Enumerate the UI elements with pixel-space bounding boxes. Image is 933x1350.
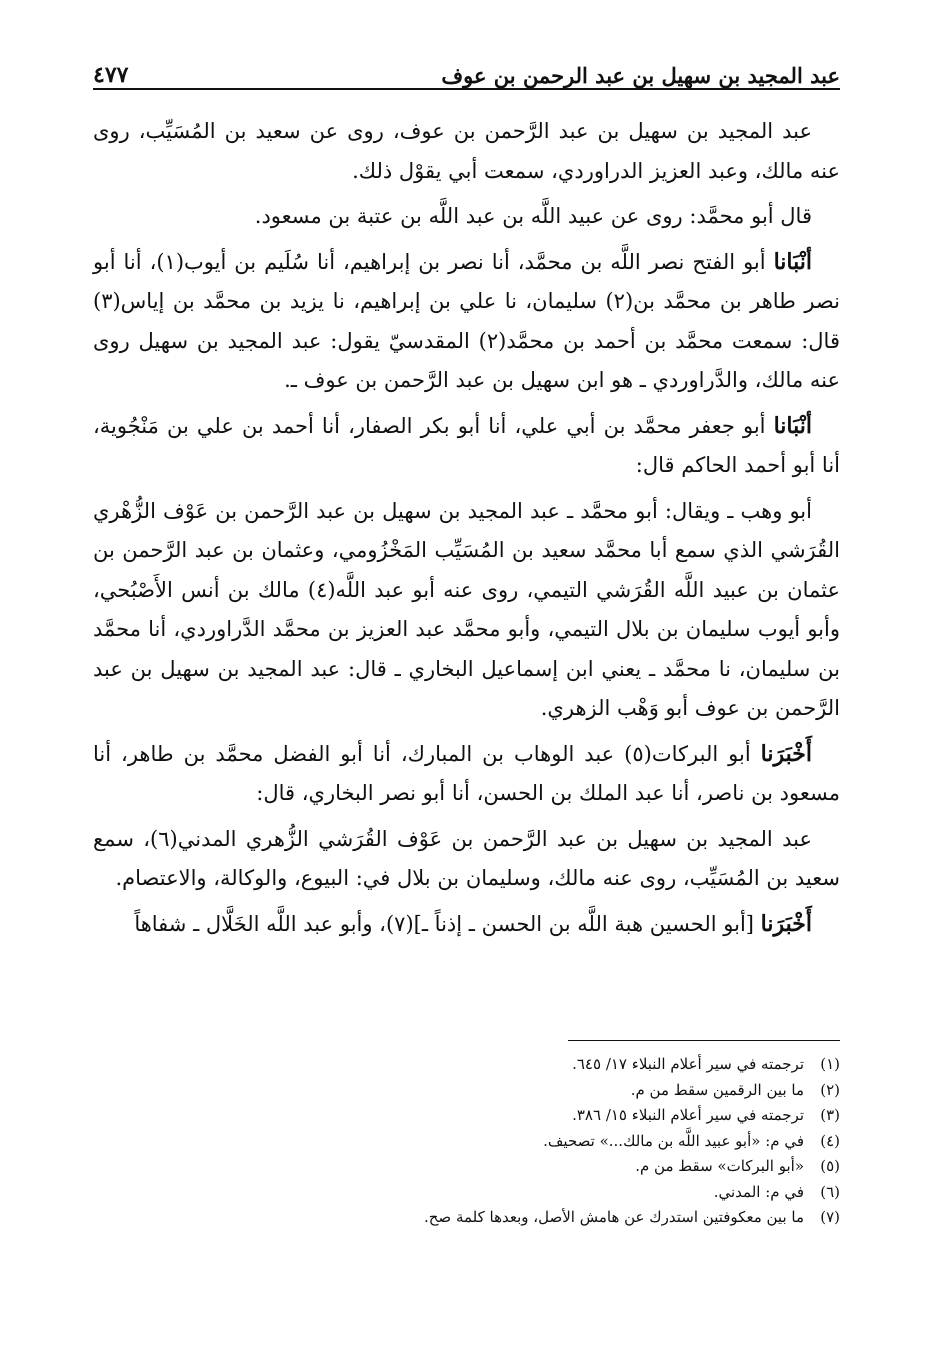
footnote-text: ترجمته في سير أعلام النبلاء ١٥/ ٣٨٦. [572, 1106, 804, 1124]
footnote-number: (٥) [820, 1157, 840, 1175]
paragraph [93, 407, 840, 486]
footnote-number: (٢) [820, 1080, 840, 1099]
isnad-keyword: أنْبَانا [773, 412, 812, 439]
footnote [93, 1129, 840, 1155]
paragraph-text: قال أبو محمَّد: روى عن عبيد اللَّه بن عبد اللَّه بن عتبة بن مسعود. [254, 204, 812, 228]
footnote-number: (١) [820, 1055, 840, 1073]
page-number: ٤٧٧ [93, 62, 129, 88]
main-text [93, 112, 840, 950]
header-divider [93, 88, 840, 90]
paragraph-text: أبو جعفر محمَّد بن أبي علي، أنا أبو بكر الصفار، أنا أحمد بن علي بن مَنْجُوية، أنا أبو أحمد الحاكم قال: [93, 413, 840, 477]
footnote [93, 1154, 840, 1180]
isnad-keyword: أنْبَانا [773, 248, 812, 275]
footnote [93, 1078, 840, 1104]
paragraph-text: أبو وهب ـ ويقال: أبو محمَّد ـ عبد المجيد بن سهيل بن عبد الرَّحمن بن عَوْف الزُّهْري القُرَشي الذي سمع أبا محمَّد سعيد بن المُسَيِّب المَخْزُومي، وعثمان بن عبد الرَّحمن بن عثمان بن عبيد اللَّه القُرَشي التيمي، روى عنه أبو عبد اللَّه(٤) مالك بن أنس الأَصْبُحي، وأبو أيوب سليمان بن بلال التيمي، وأبو محمَّد عبد العزيز بن محمَّد الدَّراوردي، أنا محمَّد بن سليمان، نا محمَّد ـ يعني ابن إسماعيل البخاري ـ قال: عبد المجيد بن سهيل بن عبد الرَّحمن بن عوف أبو وَهْب الزهري. [93, 498, 840, 720]
footnote [93, 1205, 840, 1231]
paragraph [93, 820, 840, 899]
paragraph-text: أبو الفتح نصر اللَّه بن محمَّد، أنا نصر بن إبراهيم، أنا سُلَيم بن أيوب(١)، أنا أبو نصر طاهر بن محمَّد بن(٢) سليمان، نا علي بن إبراهيم، نا يزيد بن محمَّد بن إياس(٣) قال: سمعت محمَّد بن أحمد بن محمَّد(٢) المقدسيّ يقول: عبد المجيد بن سهيل روى عنه مالك، والدَّراوردي ـ هو ابن سهيل بن عبد الرَّحمن بن عوف ـ. [93, 249, 840, 392]
paragraph-text: عبد المجيد بن سهيل بن عبد الرَّحمن بن عَوْف القُرَشي الزُّهري المدني(٦)، سمع سعيد بن المُسَيِّب، روى عنه مالك، وسليمان بن بلال في: البيوع، والوكالة، والاعتصام. [93, 826, 840, 890]
footnote-divider [568, 1040, 840, 1041]
footnote-text: في م: المدني. [713, 1182, 804, 1201]
footnote-text: ما بين معكوفتين استدرك عن هامش الأصل، وبعدها كلمة صح. [423, 1208, 804, 1226]
footnote-text: ما بين الرقمين سقط من م. [630, 1080, 804, 1099]
footnote-number: (٣) [820, 1106, 840, 1124]
paragraph [93, 197, 840, 237]
footnote-number: (٦) [820, 1182, 840, 1201]
running-title: عبد المجيد بن سهيل بن عبد الرحمن بن عوف [441, 63, 840, 88]
paragraph [93, 735, 840, 814]
page-header [93, 52, 840, 88]
footnotes [93, 1052, 840, 1231]
footnote-number: (٧) [820, 1208, 840, 1226]
paragraph-text: عبد المجيد بن سهيل بن عبد الرَّحمن بن عوف، روى عن سعيد بن المُسَيِّب، روى عنه مالك، وعبد العزيز الدراوردي، سمعت أبي يقوْل ذلك. [93, 119, 840, 183]
footnote-text: «أبو البركات» سقط من م. [635, 1157, 804, 1175]
paragraph [93, 905, 840, 945]
paragraph-text: أبو البركات(٥) عبد الوهاب بن المبارك، أنا أبو الفضل محمَّد بن طاهر، أنا مسعود بن ناصر، أنا عبد الملك بن الحسن، أنا أبو نصر البخاري، قال: [93, 741, 840, 805]
paragraph [93, 492, 840, 729]
paragraph-text: [أبو الحسين هبة اللَّه بن الحسن ـ إذناً ـ](٧)، وأبو عبد اللَّه الخَلَّال ـ شفاهاً [134, 911, 761, 936]
paragraph [93, 112, 840, 191]
footnote [93, 1180, 840, 1206]
isnad-keyword: أَخْبَرَنا [760, 740, 812, 767]
footnote [93, 1052, 840, 1078]
isnad-keyword: أَخْبَرَنا [760, 910, 812, 937]
footnote-text: ترجمته في سير أعلام النبلاء ١٧/ ٦٤٥. [572, 1055, 804, 1073]
paragraph [93, 243, 840, 401]
footnote-number: (٤) [820, 1131, 840, 1150]
footnote-text: في م: «أبو عبيد اللَّه بن مالك...» تصحيف. [543, 1131, 804, 1150]
footnote [93, 1103, 840, 1129]
